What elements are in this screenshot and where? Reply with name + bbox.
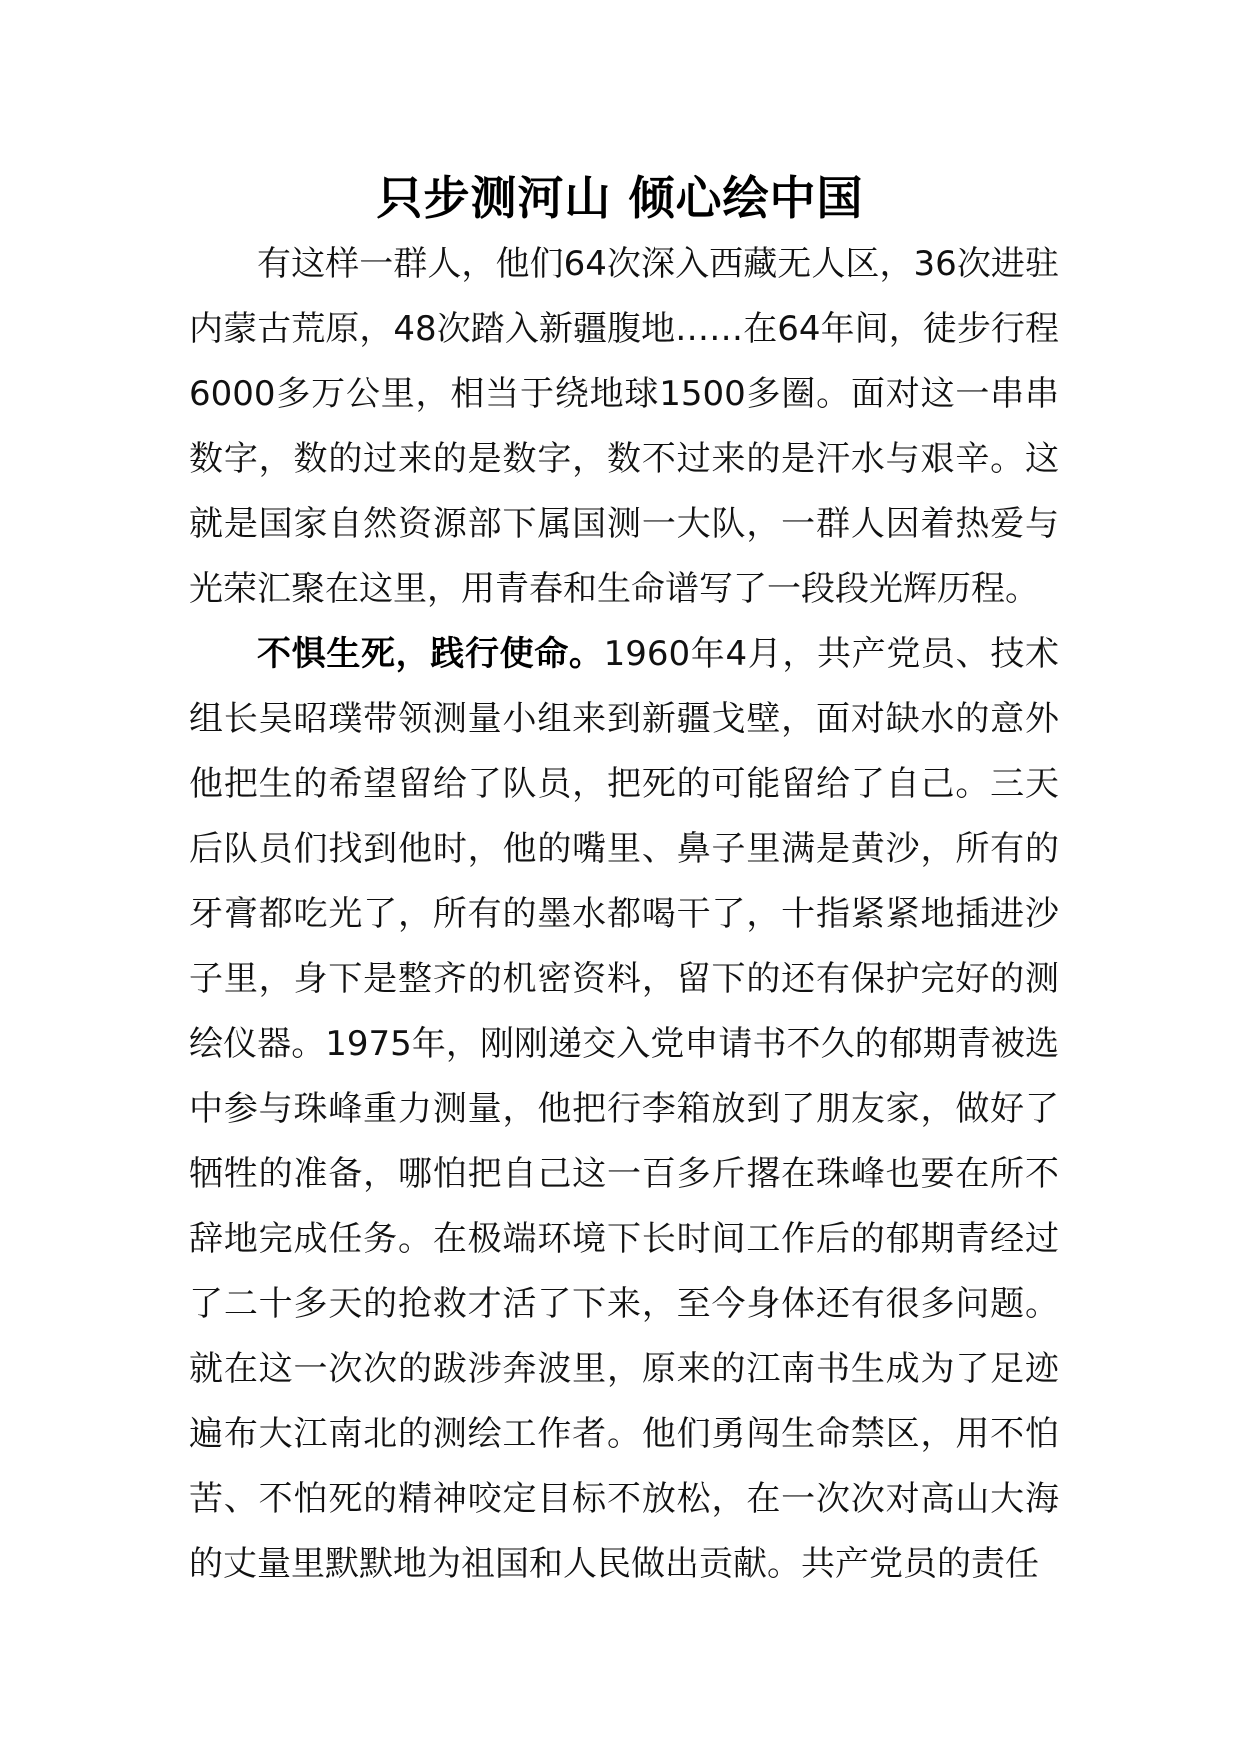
- paragraph-text: 1960年4月，共产党员、技术组长吴昭璞带领测量小组来到新疆戈壁，面对缺水的意外他把生的希望留给了队员，把死的可能留给了自己。三天后队员们找到他时，他的嘴里、鼻子里满是黄沙，所有的牙膏都吃光了，所有的墨水都喝干了，十指紧紧地插进沙子里，身下是整齐的机密资料，留下的还有保护完好的测绘仪器。1975年，刚刚递交入党申请书不久的郁期青被选中参与珠峰重力测量，他把行李箱放到了朋友家，做好了牺牲的准备，哪怕把自己这一百多斤撂在珠峰也要在所不辞地完成任务。在极端环境下长时间工作后的郁期青经过了二十多天的抢救才活了下来，至今身体还有很多问题。就在这一次次的跋涉奔波里，原来的江南书生成为了足迹遍布大江南北的测绘工作者。他们勇闯生命禁区，用不怕苦、不怕死的精神咬定目标不放松，在一次次对高山大海的丈量里默默地为祖国和人民做出贡献。共产党员的责任: [189, 634, 1059, 1584]
- paragraph-sacrifice: [189, 622, 1059, 1597]
- paragraph-text: 有这样一群人，他们64次深入西藏无人区，36次进驻内蒙古荒原，48次踏入新疆腹地……在64年间，徒步行程6000多万公里，相当于绕地球1500多圈。面对这一串串数字，数的过来的是数字，数不过来的是汗水与艰辛。这就是国家自然资源部下属国测一大队，一群人因着热爱与光荣汇聚在这里，用青春和生命谱写了一段段光辉历程。: [189, 244, 1059, 609]
- paragraph-lead: 不惧生死，践行使命。: [257, 634, 604, 674]
- paragraph-intro: [189, 232, 1059, 622]
- document-title: 只步测河山 倾心绘中国: [376, 171, 864, 225]
- document-body: [189, 232, 1059, 1597]
